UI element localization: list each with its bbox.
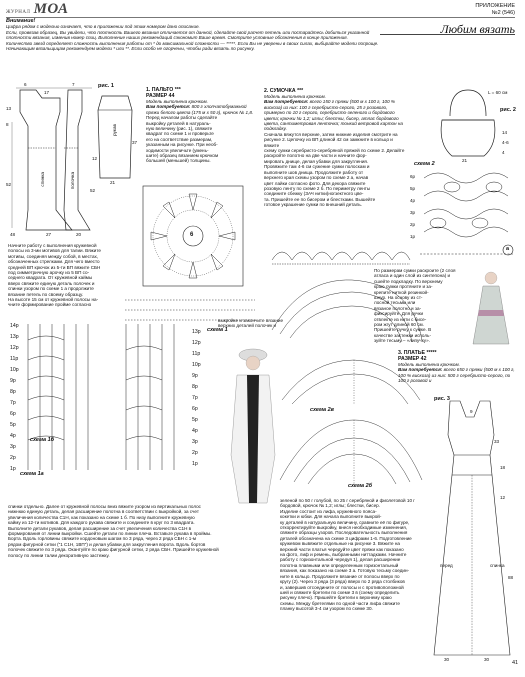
model3-text-line: ку деталей в натуральную величину, сравните её по фигуре, xyxy=(280,519,410,525)
bottom-line: спинки отдельно. Далее от кружевной полосы вниз вяжите узором из вертикальных полос xyxy=(8,504,201,509)
ris3-drawing xyxy=(430,395,522,670)
model1-left-line: вязание петель по своему образцу. xyxy=(8,291,84,297)
model2-text-line: верхнего края схемы узором по схеме 2 а, начав xyxy=(264,175,369,181)
dim-label: 30 xyxy=(444,657,450,662)
model3-text-line: рисунку плечо). Пришейте бретели к верхнему краю xyxy=(280,595,392,601)
row-label: 6р xyxy=(10,411,16,417)
model3-name: ПЛАТЬЕ xyxy=(403,350,425,356)
dim-label: 12 xyxy=(500,495,506,500)
figure-ris2 xyxy=(428,86,520,166)
scheme1-drawing xyxy=(125,180,260,330)
ris1-label: рис. 1 xyxy=(98,83,114,89)
scheme2-figure xyxy=(410,162,518,267)
model2-right-text xyxy=(374,268,460,344)
logo-prefix: ЖУРНАЛ xyxy=(6,10,31,15)
bottom-line: Борта. Вдоль горловины свяжите кордоновым шагом по 3 ряда, через 2 ряда СБН с 1-м xyxy=(8,536,197,542)
dim-label: 12 xyxy=(92,156,98,161)
model2-text-line: схему сумки серебристо-серебряной пряжей по схеме 2. Делайте xyxy=(264,148,405,154)
dim-label: 88 xyxy=(508,575,514,580)
attention-line: плотности вязания, изменив номер спиц. Выполнение наших рекомендаций сэкономит Ваше время. Смотрите условные обозначения в конце приложения. xyxy=(6,35,348,41)
model1-bottom-text xyxy=(8,504,278,558)
right-col-line: вязаное полотно и за- xyxy=(374,305,422,311)
right-col-line: отвлекте из нити с бисе- xyxy=(374,316,427,322)
dress-model-illustration xyxy=(465,270,517,345)
attention-line: Цифра рядом с моделью означает, что в приложении под этим номером дано описание. xyxy=(6,24,200,30)
scheme2v-label: схема 2в xyxy=(310,407,335,413)
scheme2-strip-drawing xyxy=(262,240,412,268)
attention-line: Начинающим вязальщицам рекомендуем модели * или **. Если особо не огорчены, чтобы ради вязать по рисунку. xyxy=(6,46,255,52)
model3-subtitle: Модель выполнена крючком. xyxy=(398,362,460,367)
model2-text-line: та. Пришейте ее по бисером и блестками. Вышейте xyxy=(264,196,376,202)
model2-text-line: соедините сбежку (ЗАЧ нитки)ногзектного цве- xyxy=(264,191,364,197)
row-label: 3р xyxy=(192,439,198,445)
attention-line: Если, провязав образец, Вы увидели, что плотность Вашего вязания отличается от данной, сделайте свой расчет петель или постарайтесь добиться указанной xyxy=(6,29,370,35)
ris2-drawing xyxy=(428,86,520,166)
model3-text-line: верхний части платья чередуйте цвет пряжи как показано xyxy=(280,546,404,552)
row-label: 3р xyxy=(410,210,416,215)
scheme2-drawing xyxy=(410,162,518,267)
side-note-line: выкройке и закончите вязание xyxy=(218,318,284,323)
row-label: 2р xyxy=(410,222,416,227)
page-number: 41 xyxy=(512,660,519,666)
model2-text-line: Провяжите там 4-6 см сужение сумки полоскам и xyxy=(264,164,370,170)
model2-needed-label: Вам потребуется: xyxy=(264,99,309,105)
model1-text-line: выкройку деталей в натураль- xyxy=(146,120,211,126)
model3-cont: зеленой по 50 г голубой, по 25 г серебряной и фиолетовой 10 г бордовой, крючок № 1,2; иглы; блестки, бисер. xyxy=(280,498,415,509)
model1-text-line: большей (меньшей) толщины. xyxy=(146,158,211,164)
model3-text-line: Изделие состоит из лифа, кружевного пояса- xyxy=(280,508,377,514)
model3-text-line: кругу (2). Через 3 ряда (3 ряда) вверх по 2 ряда столбиков xyxy=(280,579,405,585)
right-col-line: Пришейте ручку к сумке. В xyxy=(374,327,432,333)
scheme1a-drawing xyxy=(6,320,211,480)
magazine-logo xyxy=(6,1,69,18)
row-label: 1р xyxy=(10,466,16,472)
attention-line: Количество звезд определяет сложность выполнения работы от * до максимальной сложности — *****. Если Вы не уверены в своих силах, выбирайте модели попроще. xyxy=(6,40,379,46)
dim-label: 9 xyxy=(470,409,473,414)
row-label: 11р xyxy=(10,356,19,362)
right-col-line: шнур. На основу из ст- xyxy=(374,295,423,301)
model2-text-line: раскройте полотно на две части и начните фор- xyxy=(264,153,367,159)
row-label: 3р xyxy=(10,444,16,450)
motif-number: 6 xyxy=(190,232,194,238)
dim-label: 17 xyxy=(44,90,50,95)
row-label: 6р xyxy=(192,406,198,412)
row-label: 14р xyxy=(10,323,19,329)
model3-needed: всего 650 г пряжи (500 м х 100 г, 100 % вискоза) из них: 500 г серебристо-серого, по 100 г розовой и xyxy=(398,367,515,384)
dress-photo xyxy=(465,270,517,345)
row-label: 6р xyxy=(410,174,416,179)
model3-text-line: схемы. Между бретелями по одной части лифа свяжите xyxy=(280,600,400,606)
model1-block xyxy=(146,87,259,164)
model1-left-line: спинки узором по схеме 1 а продолжите xyxy=(8,286,94,292)
scheme2b-label: схема 2б xyxy=(348,483,373,489)
right-col-line: По размерам сумки раскроите (2 слоя xyxy=(374,268,456,273)
model1-needed: 800 г хлопчатобумажной пряжи белого цвета (175 м х 50 г), крючок № 1,8. xyxy=(146,104,254,115)
row-label: 2р xyxy=(10,455,16,461)
right-col-line: краю сумки протяните и за- xyxy=(374,284,433,290)
dim-label: 27 xyxy=(46,232,52,237)
model3-text-line: кружевом вывяжите отдельные на рисунке 3. Вяжите на xyxy=(280,541,400,547)
model2-text-line: рисунке 2. Цепочку из ВП длиной 42 см замкните в кольцо и вяжите xyxy=(264,137,393,148)
model2-text-line: розовую ленту по схеме 2 б. По периметру ленты xyxy=(264,185,371,191)
model1-left-line: полосы из 3-ми мотивов для талии. Вяжите xyxy=(8,248,101,254)
model3-text-line: деталей обозначена на схеме 3 цифрами 1-6. Подготовление xyxy=(280,535,412,541)
back-dress-label: спинка xyxy=(490,563,505,568)
dim-label: 7 xyxy=(72,82,75,87)
model2-subtitle: Модель выполнена крючком. xyxy=(264,94,326,99)
dim-label: 21 xyxy=(462,158,468,163)
dim-label: 6 xyxy=(24,82,27,87)
dim-label: 52 xyxy=(6,182,12,187)
model1-text-line: его на соответствие размерам, xyxy=(146,136,213,142)
right-col-line: крепите ниткой резинкой- xyxy=(374,289,429,295)
row-label: 4р xyxy=(410,198,416,203)
model3-text-line: на фото, лиф и ремень, выбранными ниттадками. Начните xyxy=(280,552,407,558)
row-label: 2р xyxy=(192,450,198,456)
model1-left-line: под симметричную арочку из 5 ВП со- xyxy=(8,270,90,276)
model1-left-line: вверх свяжите единую деталь полочек и xyxy=(8,280,95,286)
ris3-label: рис. 3 xyxy=(434,396,450,402)
row-label: 12р xyxy=(10,345,19,351)
bottom-line: Выполните детали рукавов, делая расширение за счет увеличения количества С1Н в xyxy=(8,525,192,531)
scheme2a-label: а xyxy=(506,246,510,252)
dim-label: 13 xyxy=(6,106,12,111)
scheme1b-label: схема 1б xyxy=(30,437,55,443)
model3-needed-label: Вам потребуется: xyxy=(398,367,443,373)
dim-label: 30 xyxy=(484,657,490,662)
dim-label: 37 xyxy=(132,140,138,145)
ris2-label: рис. 2 xyxy=(500,107,516,113)
row-label: 10р xyxy=(192,362,201,368)
model3-text-line: полотна плавными или определенным горизонтальный xyxy=(280,562,399,568)
model3-text-line: вязания, как показано на схеме 3 а. Готовую тесьму соедин- xyxy=(280,568,410,574)
model1-text-line: ходимости увеличьте (умень- xyxy=(146,147,209,153)
row-label: 12р xyxy=(192,340,201,346)
model1-left-line: средней ВП крючок из 5-ти ВП вяжите СБН xyxy=(8,264,101,270)
model1-name: ПАЛЬТО xyxy=(151,87,174,93)
model3-text-line: работу с горизонтальной чередуя 1), делая расширение xyxy=(280,557,401,563)
model1-left-line: обозначенных стрелками. Для чего вместо xyxy=(8,259,100,265)
dim-label: 21 xyxy=(110,180,116,185)
figure-ris1 xyxy=(6,82,136,242)
bottom-line: рядом фигурной сетки ("1 С1Н, 1ВП") и делая убавки для закругления ворота. Вдоль бортов xyxy=(8,541,206,547)
model3-block xyxy=(398,350,516,384)
model1-text-line: Перед началом работы сделайте xyxy=(146,115,218,121)
model3-text-line: свяжите образцы узоров. Последовательность выполнения xyxy=(280,530,408,536)
row-label: 5р xyxy=(192,417,198,423)
model2-text-line: готовое украшение сумки по внешний деталь. xyxy=(264,202,363,208)
row-label: 8р xyxy=(192,384,198,390)
bottom-line: нижнюю единую деталь, делая расширение полотна в соответствии с выкройкой, за счет xyxy=(8,509,199,515)
dim-label: 20 xyxy=(76,232,82,237)
row-label: 13р xyxy=(10,334,19,340)
model1-left-line: чните формирование пройме согласно xyxy=(8,302,92,308)
model2-block xyxy=(264,88,409,208)
scheme1-label: схема 1 xyxy=(207,327,228,333)
back-label: спинка xyxy=(40,172,45,187)
model3-text-line: шей и свяжите бретели по схеме 3 в (схему определить xyxy=(280,589,400,595)
row-label: 4р xyxy=(10,433,16,439)
front-label: полочка xyxy=(70,172,75,190)
model3-text-line: кокетки и юбки. Для начала выполните выкрой- xyxy=(280,514,382,520)
model3-text-line: откорректируйте выкройку, внеся необходимые изменения, xyxy=(280,525,407,531)
front-dress-label: перед xyxy=(440,563,453,568)
model3-number: 3. xyxy=(398,350,403,356)
model1-stars: *** xyxy=(174,87,181,93)
row-label: 5р xyxy=(410,186,416,191)
bottom-line: полосу по линии талии декоративную застежку. xyxy=(8,552,110,558)
dim-label: 4 xyxy=(502,150,505,155)
bottom-line: формирования от линии выкройки. Сшейте детали по линии плеча. Вставьте рукава в проймы. xyxy=(8,531,212,537)
scheme2-strip xyxy=(262,240,412,268)
dim-label: 52 xyxy=(90,188,96,193)
right-col-line: атласа и один слой из синтепона) и xyxy=(374,273,451,279)
side-note-line: верхних деталей полочек и xyxy=(218,323,277,329)
row-label: 9р xyxy=(10,378,16,384)
row-label: 7р xyxy=(192,395,198,401)
model3-text-line: планку высотой 3-4 см узором по схеме 30. xyxy=(280,606,373,612)
model2-needed: всего 150 г пряжи (500 м х 100 г, 100 % вискоза) из них: 100 г серебристо-серого, 25 г розового, примерно по 10 г серого, серебристо-зеленого и бордового цвета; крючки № 1,2; иглы; блестки, бисер, атлас бордового цвета, сантиметровая ленточка; тонкий ветровой картон на подкладку. xyxy=(264,99,403,132)
supplement-text: ПРИЛОЖЕНИЕ xyxy=(475,3,515,9)
row-label: 7р xyxy=(10,400,16,406)
model3-stars: ***** xyxy=(426,350,437,356)
model1-left-line: На высоте 15 см от кружевной полосы на- xyxy=(8,297,99,303)
bottom-line: кайму из 12-ти мотивов. Для каждого рукава свяжите и соедините в круг по 3 квадрата. xyxy=(8,520,195,526)
model1-size: РАЗМЕР 44 xyxy=(146,93,175,99)
bag-handle-length: L = 60 см xyxy=(488,90,508,95)
issue-number: №2 (546) xyxy=(491,10,515,16)
logo-text: МОА xyxy=(33,1,69,17)
model1-subtitle: Модель выполнена крючком. xyxy=(146,99,208,104)
model2-name: СУМОЧКА xyxy=(269,88,296,94)
attention-title: Внимание! xyxy=(6,18,36,24)
model1-left-line: мотивы, соединяя между собой, в местах, xyxy=(8,253,99,259)
model2-text-line: мировать днище, делая убавки для закругления. xyxy=(264,158,369,164)
dim-label: 33 xyxy=(494,439,500,444)
row-label: 1р xyxy=(410,234,416,239)
model3-size: РАЗМЕР 42 xyxy=(398,356,427,362)
scheme2-label: схема 2 xyxy=(414,161,435,167)
model1-text-line: квадрат по схеме 1 и проверьте xyxy=(146,131,214,137)
right-col-line: сшейте подкладку. По верхнему xyxy=(374,278,443,284)
row-label: 9р xyxy=(192,373,198,379)
model1-text-line: указанным на рисунке. При необ- xyxy=(146,142,218,148)
model2-number: 2. xyxy=(264,88,269,94)
model1-needed-label: Вам потребуется: xyxy=(146,104,191,110)
model1-text-line: ную величину (рис. 1), свяжите xyxy=(146,126,213,132)
model2-text-line: выполните шов днища. Продолжите работу от xyxy=(264,169,364,175)
model1-left-text xyxy=(8,243,128,308)
bottom-line: увеличения количества С1Н, как показано на схеме 1 б. По низу выполните кружевную xyxy=(8,514,195,520)
dim-label: 8 xyxy=(6,122,9,127)
right-col-line: лосной тесьмы или xyxy=(374,300,416,306)
right-col-line: фиксируйте. Для ручки xyxy=(374,311,424,317)
model2-text-line: Сначала вяжутся верхние, затем нижние изделия смотрите на xyxy=(264,131,398,137)
model3-text xyxy=(280,498,430,612)
model2-text-line: цвет лайки согласно фото. Для декора свяжите xyxy=(264,180,366,186)
ris1-drawing xyxy=(6,82,136,242)
model3-text-line: и, завершив отсоедините от полосы и с противоположной xyxy=(280,584,404,590)
supplement-label xyxy=(475,3,515,17)
model1-left-line: Начните работу с выполнения кружевной xyxy=(8,243,97,248)
dim-label: 14 xyxy=(502,130,508,135)
right-col-line: зуйте тесьму – «липучку». xyxy=(374,338,430,344)
row-label: 1р xyxy=(192,461,198,467)
dim-label: 18 xyxy=(500,465,506,470)
model1-left-line: седнего квадрата. От кружевной каймы xyxy=(8,275,93,281)
sleeve-label: рукав xyxy=(112,124,117,136)
section-banner: Любим вязать xyxy=(380,22,515,35)
row-label: 5р xyxy=(10,422,16,428)
model1-text-line: шите) образец вязанием крючком xyxy=(146,153,219,159)
attention-block xyxy=(6,19,381,51)
right-col-line: качестве застежки исполь- xyxy=(374,332,431,338)
row-label: 10р xyxy=(10,367,19,373)
row-label: 13р xyxy=(192,329,201,335)
bottom-line: полочек свяжите по 3 ряда. Окантуйте по краю фигурной сетки, 2 ряда СБН. Пришейте кружевной xyxy=(8,547,219,553)
row-label: 11р xyxy=(192,351,201,357)
dim-label: 48 xyxy=(10,232,16,237)
row-label: 4р xyxy=(192,428,198,434)
scheme1a-figure xyxy=(6,320,211,480)
model3-text-line: ните в кольцо. Продолжите вязание от полосы вверх по xyxy=(280,573,400,579)
model1-number: 1. xyxy=(146,87,151,93)
header-divider xyxy=(6,17,515,18)
row-label: 8р xyxy=(10,389,16,395)
scheme1a-label: схема 1а xyxy=(20,471,44,477)
right-col-line: ром жгут длиной 60 см. xyxy=(374,322,424,328)
model2-stars: *** xyxy=(297,88,304,94)
dim-label: 4-6 xyxy=(502,140,509,145)
figure-ris3 xyxy=(430,395,522,670)
